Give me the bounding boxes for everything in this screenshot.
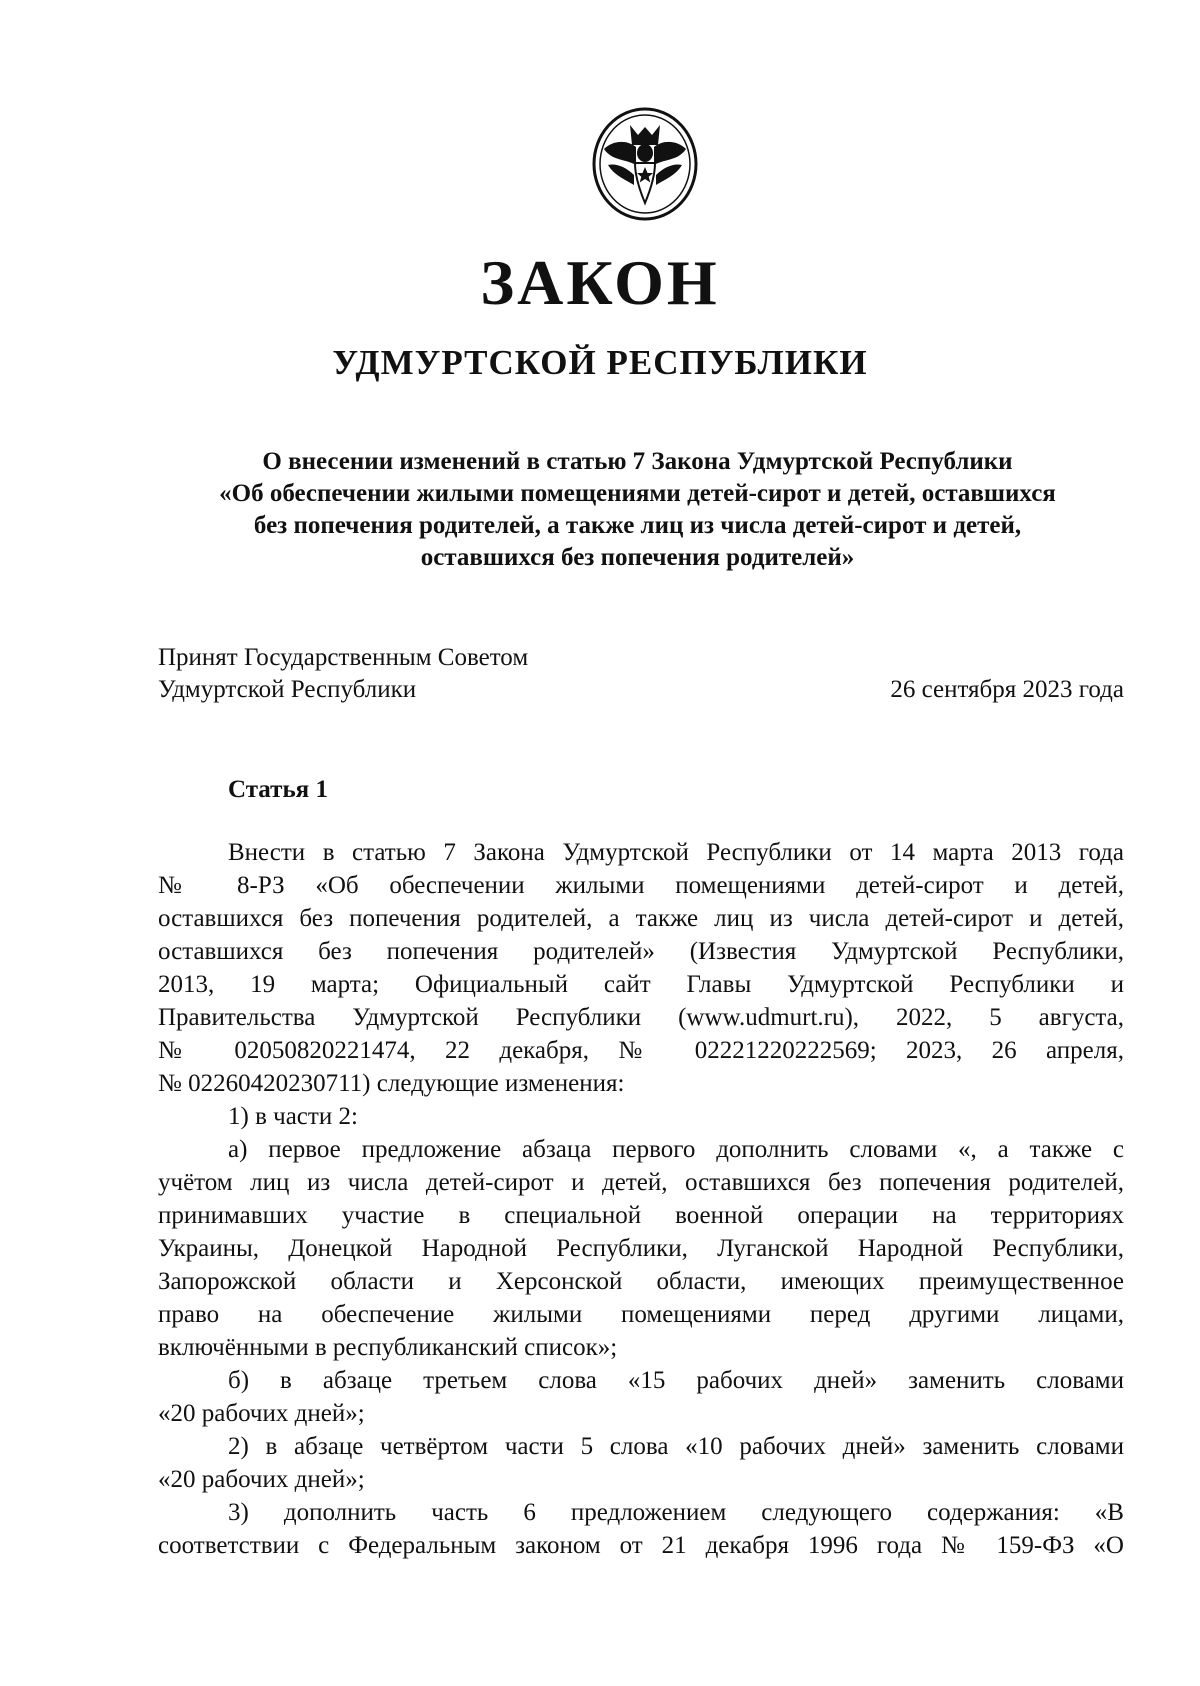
adoption-line: Удмуртской Республики [158,676,417,703]
article-line: Запорожской области и Херсонской области, имеющих преимущественное [158,1268,1124,1295]
article-line: соответствии с Федеральным законом от 21 декабря 1996 года № 159-ФЗ «О [158,1532,1124,1559]
article-line: 1) в части 2: [228,1103,358,1130]
article-line: б) в абзаце третьем слова «15 рабочих дней» заменить словами [228,1367,1124,1394]
article-line: «20 рабочих дней»; [158,1400,365,1427]
adoption-statement [158,642,528,706]
article-line: № 8-РЗ «Об обеспечении жилыми помещениями детей-сирот и детей, [158,872,1124,899]
article-line: 2013, 19 марта; Официальный сайт Главы Удмуртской Республики и [158,971,1124,998]
article-line: а) первое предложение абзаца первого дополнить словами «, а также с [228,1136,1124,1163]
law-name-block [150,446,1125,574]
article-line: 3) дополнить часть 6 предложением следующего содержания: «В [228,1499,1124,1526]
article-body [158,836,1124,1562]
article-line: учётом лиц из числа детей-сирот и детей, оставшихся без попечения родителей, [158,1169,1124,1196]
article-line: принимавших участие в специальной военной операции на территориях [158,1202,1124,1229]
article-line: Украины, Донецкой Народной Республики, Луганской Народной Республики, [158,1235,1124,1262]
udmurt-coat-of-arms-icon [590,105,700,223]
article-line: «20 рабочих дней»; [158,1466,365,1493]
article-line: Внести в статью 7 Закона Удмуртской Республики от 14 марта 2013 года [228,839,1124,866]
article-line: право на обеспечение жилыми помещениями перед другими лицами, [158,1301,1124,1328]
law-name-line: О внесении изменений в статью 7 Закона Удмуртской Республики [262,448,1013,475]
article-line: Правительства Удмуртской Республики (www.udmurt.ru), 2022, 5 августа, [158,1004,1124,1031]
adoption-line: Принят Государственным Советом [158,644,529,671]
article-heading: Статья 1 [228,776,328,803]
article-line: включёнными в республиканский список»; [158,1334,618,1361]
law-name-line: без попечения родителей, а также лиц из числа детей-сирот и детей, [253,512,1022,539]
adoption-date: 26 сентября 2023 года [890,676,1124,703]
document-title: ЗАКОН [480,247,720,318]
article-line: № 02260420230711) следующие изменения: [158,1070,625,1097]
article-line: 2) в абзаце четвёртом части 5 слова «10 рабочих дней» заменить словами [228,1433,1124,1460]
article-line: № 02050820221474, 22 декабря, № 02221220222569; 2023, 26 апреля, [158,1037,1124,1064]
article-line: оставшихся без попечения родителей, а также лиц из числа детей-сирот и детей, [158,905,1124,932]
law-name-line: «Об обеспечении жилыми помещениями детей-сирот и детей, оставшихся [219,480,1056,507]
law-name-line: оставшихся без попечения родителей» [420,544,855,571]
document-subtitle: УДМУРТСКОЙ РЕСПУБЛИКИ [332,343,868,382]
article-line: оставшихся без попечения родителей» (Известия Удмуртской Республики, [158,938,1124,965]
